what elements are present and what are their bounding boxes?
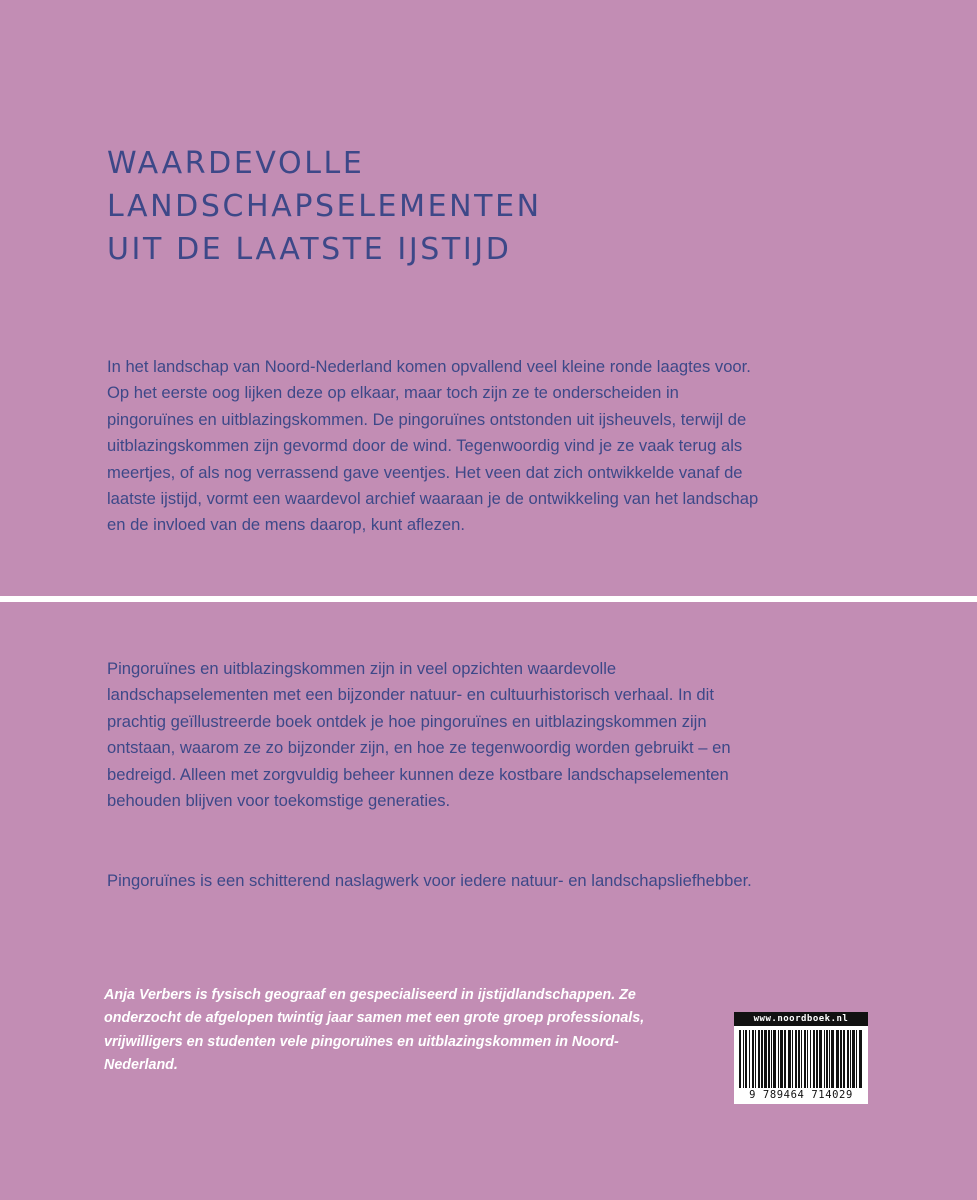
title-line-2: LANDSCHAPSELEMENTEN (107, 189, 542, 224)
publisher-url: www.noordboek.nl (734, 1012, 868, 1026)
summary-paragraph: Pingoruïnes is een schitterend naslagwerk voor iedere natuur- en landschapsliefhebber. (107, 871, 752, 890)
isbn-number: 9 789464 714029 (749, 1089, 853, 1101)
intro-paragraph: In het landschap van Noord-Nederland komen opvallend veel kleine ronde laagtes voor. Op het eerste oog lijken deze op elkaar, maar toch zijn ze te onderscheiden in pingoruïnes en uitblazingskommen. De pingoruïnes ontstonden uit ijsheuvels, terwijl de uitblazingskommen zijn gevormd door de wind. Tegenwoordig vind je ze vaak terug als meertjes, of als nog verrassend gave veentjes. Het veen dat zich ontwikkelde vanaf de laatste ijstijd, vormt een waardevol archief waaraan je de ontwikkeling van het landschap en de invloed van de mens daarop, kunt aflezen. (107, 357, 759, 535)
cover-title (107, 142, 542, 271)
barcode-label (734, 1012, 868, 1104)
barcode-icon (738, 1030, 864, 1088)
title-line-3: UIT DE LAATSTE IJSTIJD (107, 232, 512, 267)
description-paragraph: Pingoruïnes en uitblazingskommen zijn in veel opzichten waardevolle landschapselementen met een bijzonder natuur- en cultuurhistorisch verhaal. In dit prachtig geïllustreerde boek ontdek je hoe pingoruïnes en uitblazingskommen zijn ontstaan, waarom ze zo bijzonder zijn, en hoe ze tegenwoordig worden gebruikt – en bedreigd. Alleen met zorgvuldig beheer kunnen deze kostbare landschapselementen behouden blijven voor toekomstige generaties. (107, 659, 731, 811)
title-line-1: WAARDEVOLLE (107, 146, 365, 181)
author-bio: Anja Verbers is fysisch geograaf en gespecialiseerd in ijstijdlandschappen. Ze onderzocht de afgelopen twintig jaar samen met een grote groep professionals, vrijwilligers en studenten vele pingoruïnes en uitblazingskommen in Noord-Nederland. (104, 987, 645, 1074)
section-divider (0, 596, 977, 602)
